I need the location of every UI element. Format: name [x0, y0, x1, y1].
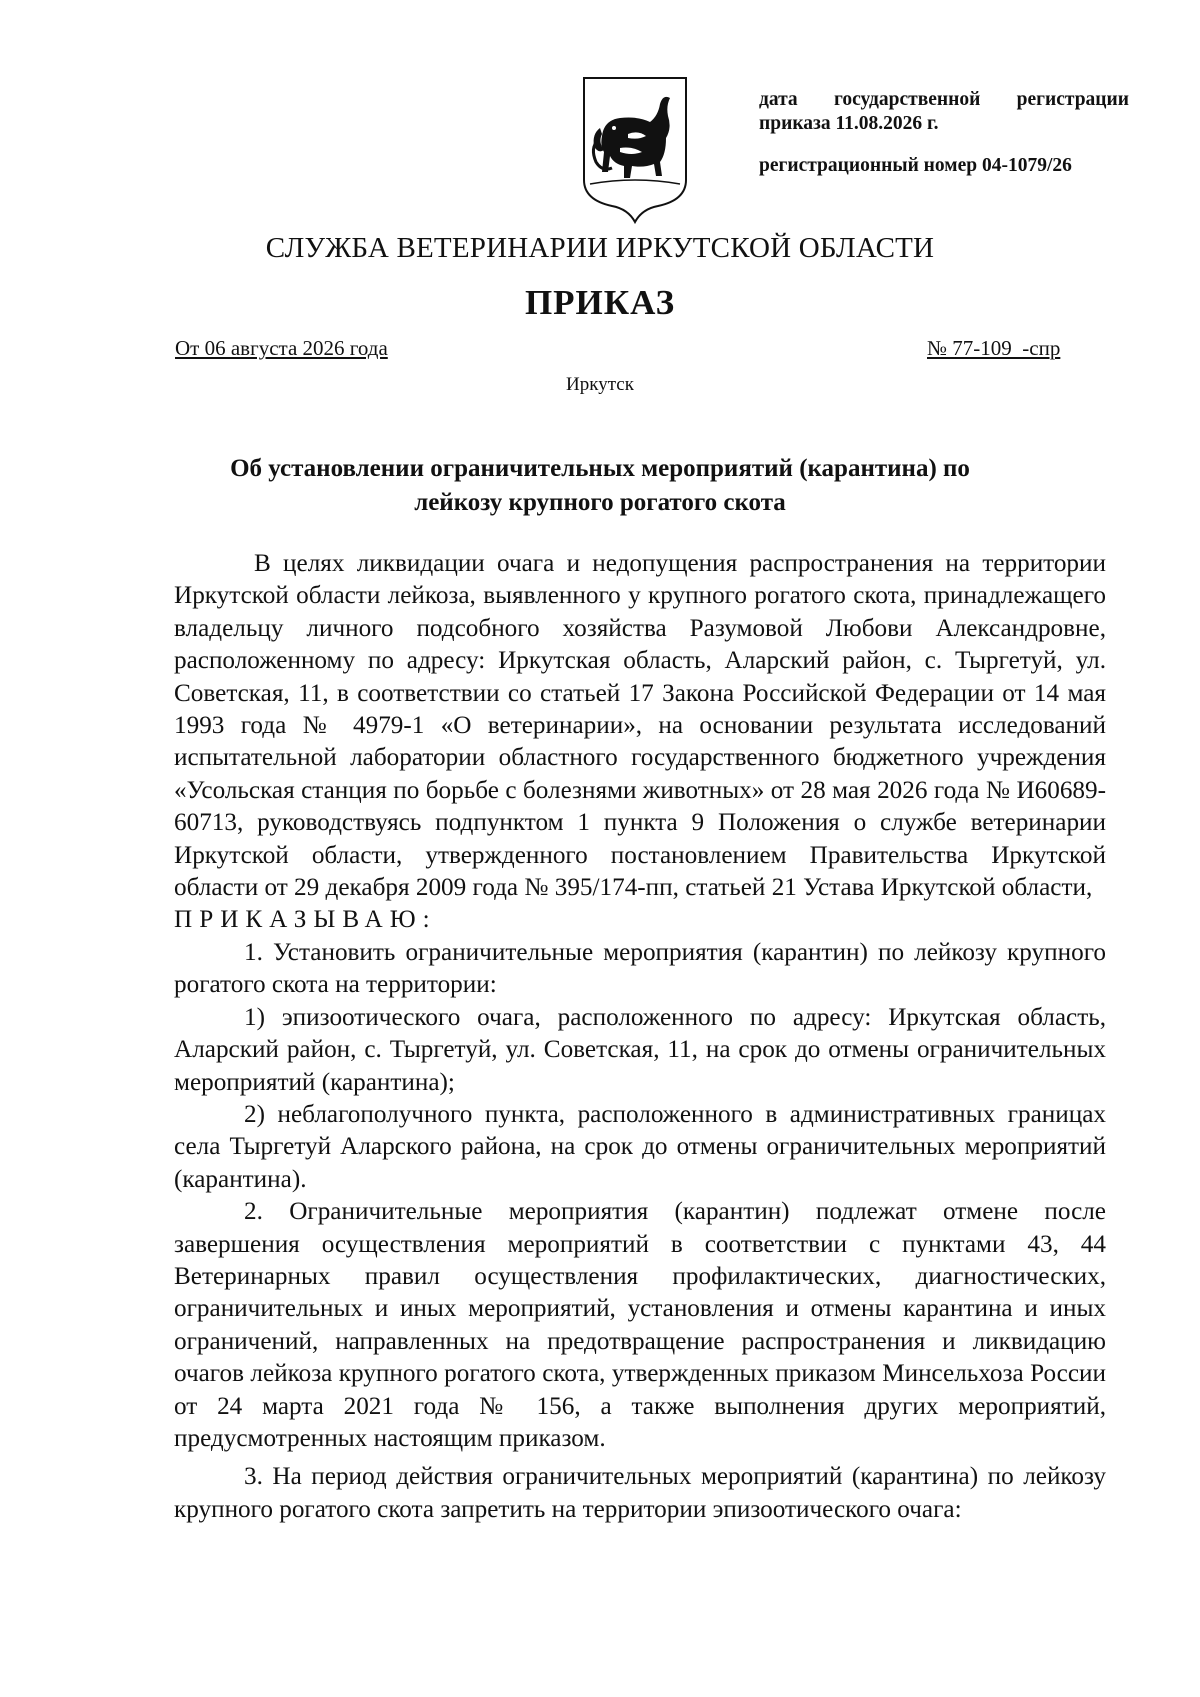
clause-3: 3. На период действия ограничительных мероприятий (карантина) по лейкозу крупного рогатого скота запретить на территории эпизоотического очага: — [174, 1463, 1106, 1523]
registration-date-value: приказа 11.08.2026 г. — [759, 113, 939, 134]
order-title-line: лейкозу крупного рогатого скота — [414, 489, 786, 516]
registration-date-label: дата государственной регистрации — [759, 89, 1129, 110]
document-type: ПРИКАЗ — [524, 283, 676, 322]
coat-of-arms-emblem — [580, 76, 690, 224]
registration-block — [759, 88, 1129, 178]
preamble-paragraph: В целях ликвидации очага и недопущения распространения на территории Иркутской области лейкоза, выявленного у крупного рогатого скота, принадлежащего владельцу личного подсобного хозяйства Разумовой Любови Александровне, расположенному по адресу: Иркутская область, Аларский район, с. Тыргетуй, ул. Советская, 11, в соответствии со статьей 17 Закона Российской Федерации от 14 мая 1993 года № 4979-1 «О ветеринарии», на основании результата исследований испытательной лаборатории областного государственного бюджетного учреждения «Усольская станция по борьбе с болезнями животных» от 28 мая 2026 года № И60689-60713, руководствуясь подпунктом 1 пункта 9 Положения о службе ветеринарии Иркутской области, утвержденного постановлением Правительства Иркутской области от 29 декабря 2009 года № 395/174-пп, статьей 21 Устава Иркутской области, — [174, 550, 1106, 902]
order-body — [174, 548, 1106, 1526]
order-date: От 06 августа 2026 года — [175, 336, 388, 360]
coat-of-arms-icon — [580, 76, 690, 224]
clause-1: 1. Установить ограничительные мероприятия (карантин) по лейкозу крупного рогатого скота на территории: — [174, 938, 1106, 999]
order-title-line: Об установлении ограничительных мероприятий (карантина) по — [230, 455, 970, 482]
order-city: Иркутск — [566, 374, 634, 395]
order-title — [200, 452, 1000, 520]
order-number: № 77-109 -спр — [927, 336, 1061, 360]
clause-1-1: 1) эпизоотического очага, расположенного по адресу: Иркутская область, Аларский район, с. Тыргетуй, ул. Советская, 11, на срок до отмены ограничительных мероприятий (карантина); — [174, 1003, 1106, 1096]
order-word: ПРИКАЗЫВАЮ: — [174, 906, 437, 934]
agency-name: СЛУЖБА ВЕТЕРИНАРИИ ИРКУТСКОЙ ОБЛАСТИ — [265, 232, 935, 264]
clause-1-2: 2) неблагополучного пункта, расположенного в административных границах села Тыргетуй Аларского района, на срок до отмены ограничительных мероприятий (карантина). — [174, 1100, 1106, 1193]
registration-number: регистрационный номер 04-1079/26 — [759, 155, 1072, 176]
clause-2: 2. Ограничительные мероприятия (карантин) подлежат отмене после завершения осуществления мероприятий в соответствии с пунктами 43, 44 Ветеринарных правил осуществления профилактических, диагностических, ограничительных и иных мероприятий, установления и отмены карантина и иных ограничений, направленных на предотвращение распространения и ликвидацию очагов лейкоза крупного рогатого скота, утвержденных приказом Минсельхоза России от 24 марта 2021 года № 156, а также выполнения других мероприятий, предусмотренных настоящим приказом. — [174, 1198, 1106, 1452]
